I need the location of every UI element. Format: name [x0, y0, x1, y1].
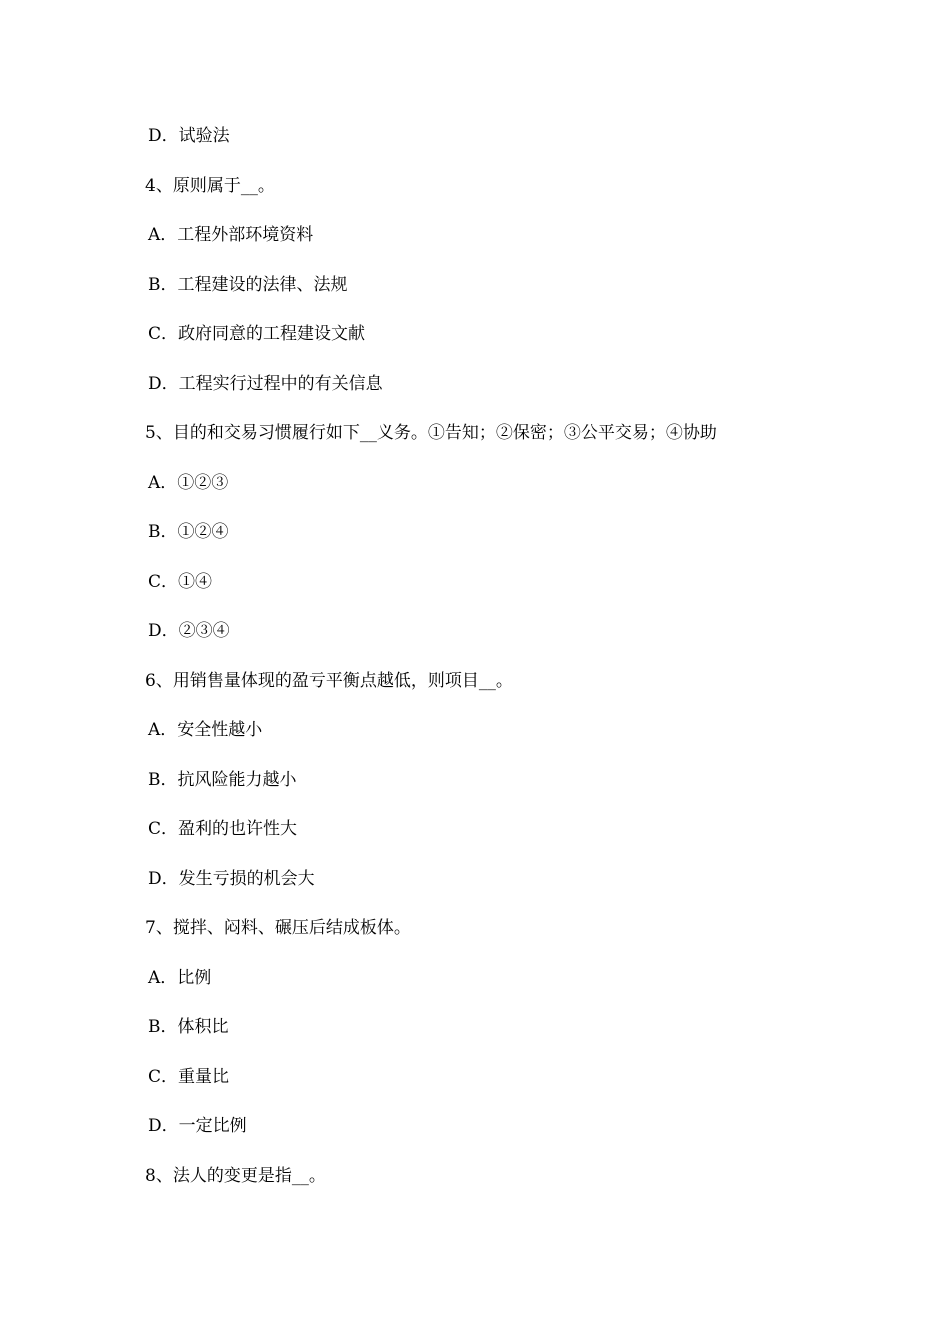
question-4: 4、原则属于__。	[145, 176, 275, 196]
question-5: 5、目的和交易习惯履行如下__义务。①告知；②保密；③公平交易；④协助	[145, 423, 717, 443]
option-a-q4: A．工程外部环境资料	[148, 225, 314, 245]
option-a-q5: A．①②③	[148, 473, 229, 493]
option-b-q6: B．抗风险能力越小	[148, 770, 297, 790]
option-a-q7: A．比例	[148, 968, 212, 988]
option-b-q4: B．工程建设的法律、法规	[148, 275, 348, 295]
option-d-q3: D．试验法	[148, 126, 230, 146]
option-c-q6: C．盈利的也许性大	[148, 819, 298, 839]
option-c-q7: C．重量比	[148, 1067, 230, 1087]
option-b-q7: B．体积比	[148, 1017, 229, 1037]
option-c-q4: C．政府同意的工程建设文献	[148, 324, 366, 344]
option-d-q6: D．发生亏损的机会大	[148, 869, 315, 889]
option-a-q6: A．安全性越小	[148, 720, 263, 740]
option-d-q4: D．工程实行过程中的有关信息	[148, 374, 383, 394]
question-7: 7、搅拌、闷料、碾压后结成板体。	[145, 918, 411, 938]
question-8: 8、法人的变更是指__。	[145, 1166, 326, 1186]
option-d-q5: D．②③④	[148, 621, 230, 641]
option-b-q5: B．①②④	[148, 522, 229, 542]
option-d-q7: D．一定比例	[148, 1116, 247, 1136]
question-6: 6、用销售量体现的盈亏平衡点越低，则项目__。	[145, 671, 513, 691]
option-c-q5: C．①④	[148, 572, 213, 592]
